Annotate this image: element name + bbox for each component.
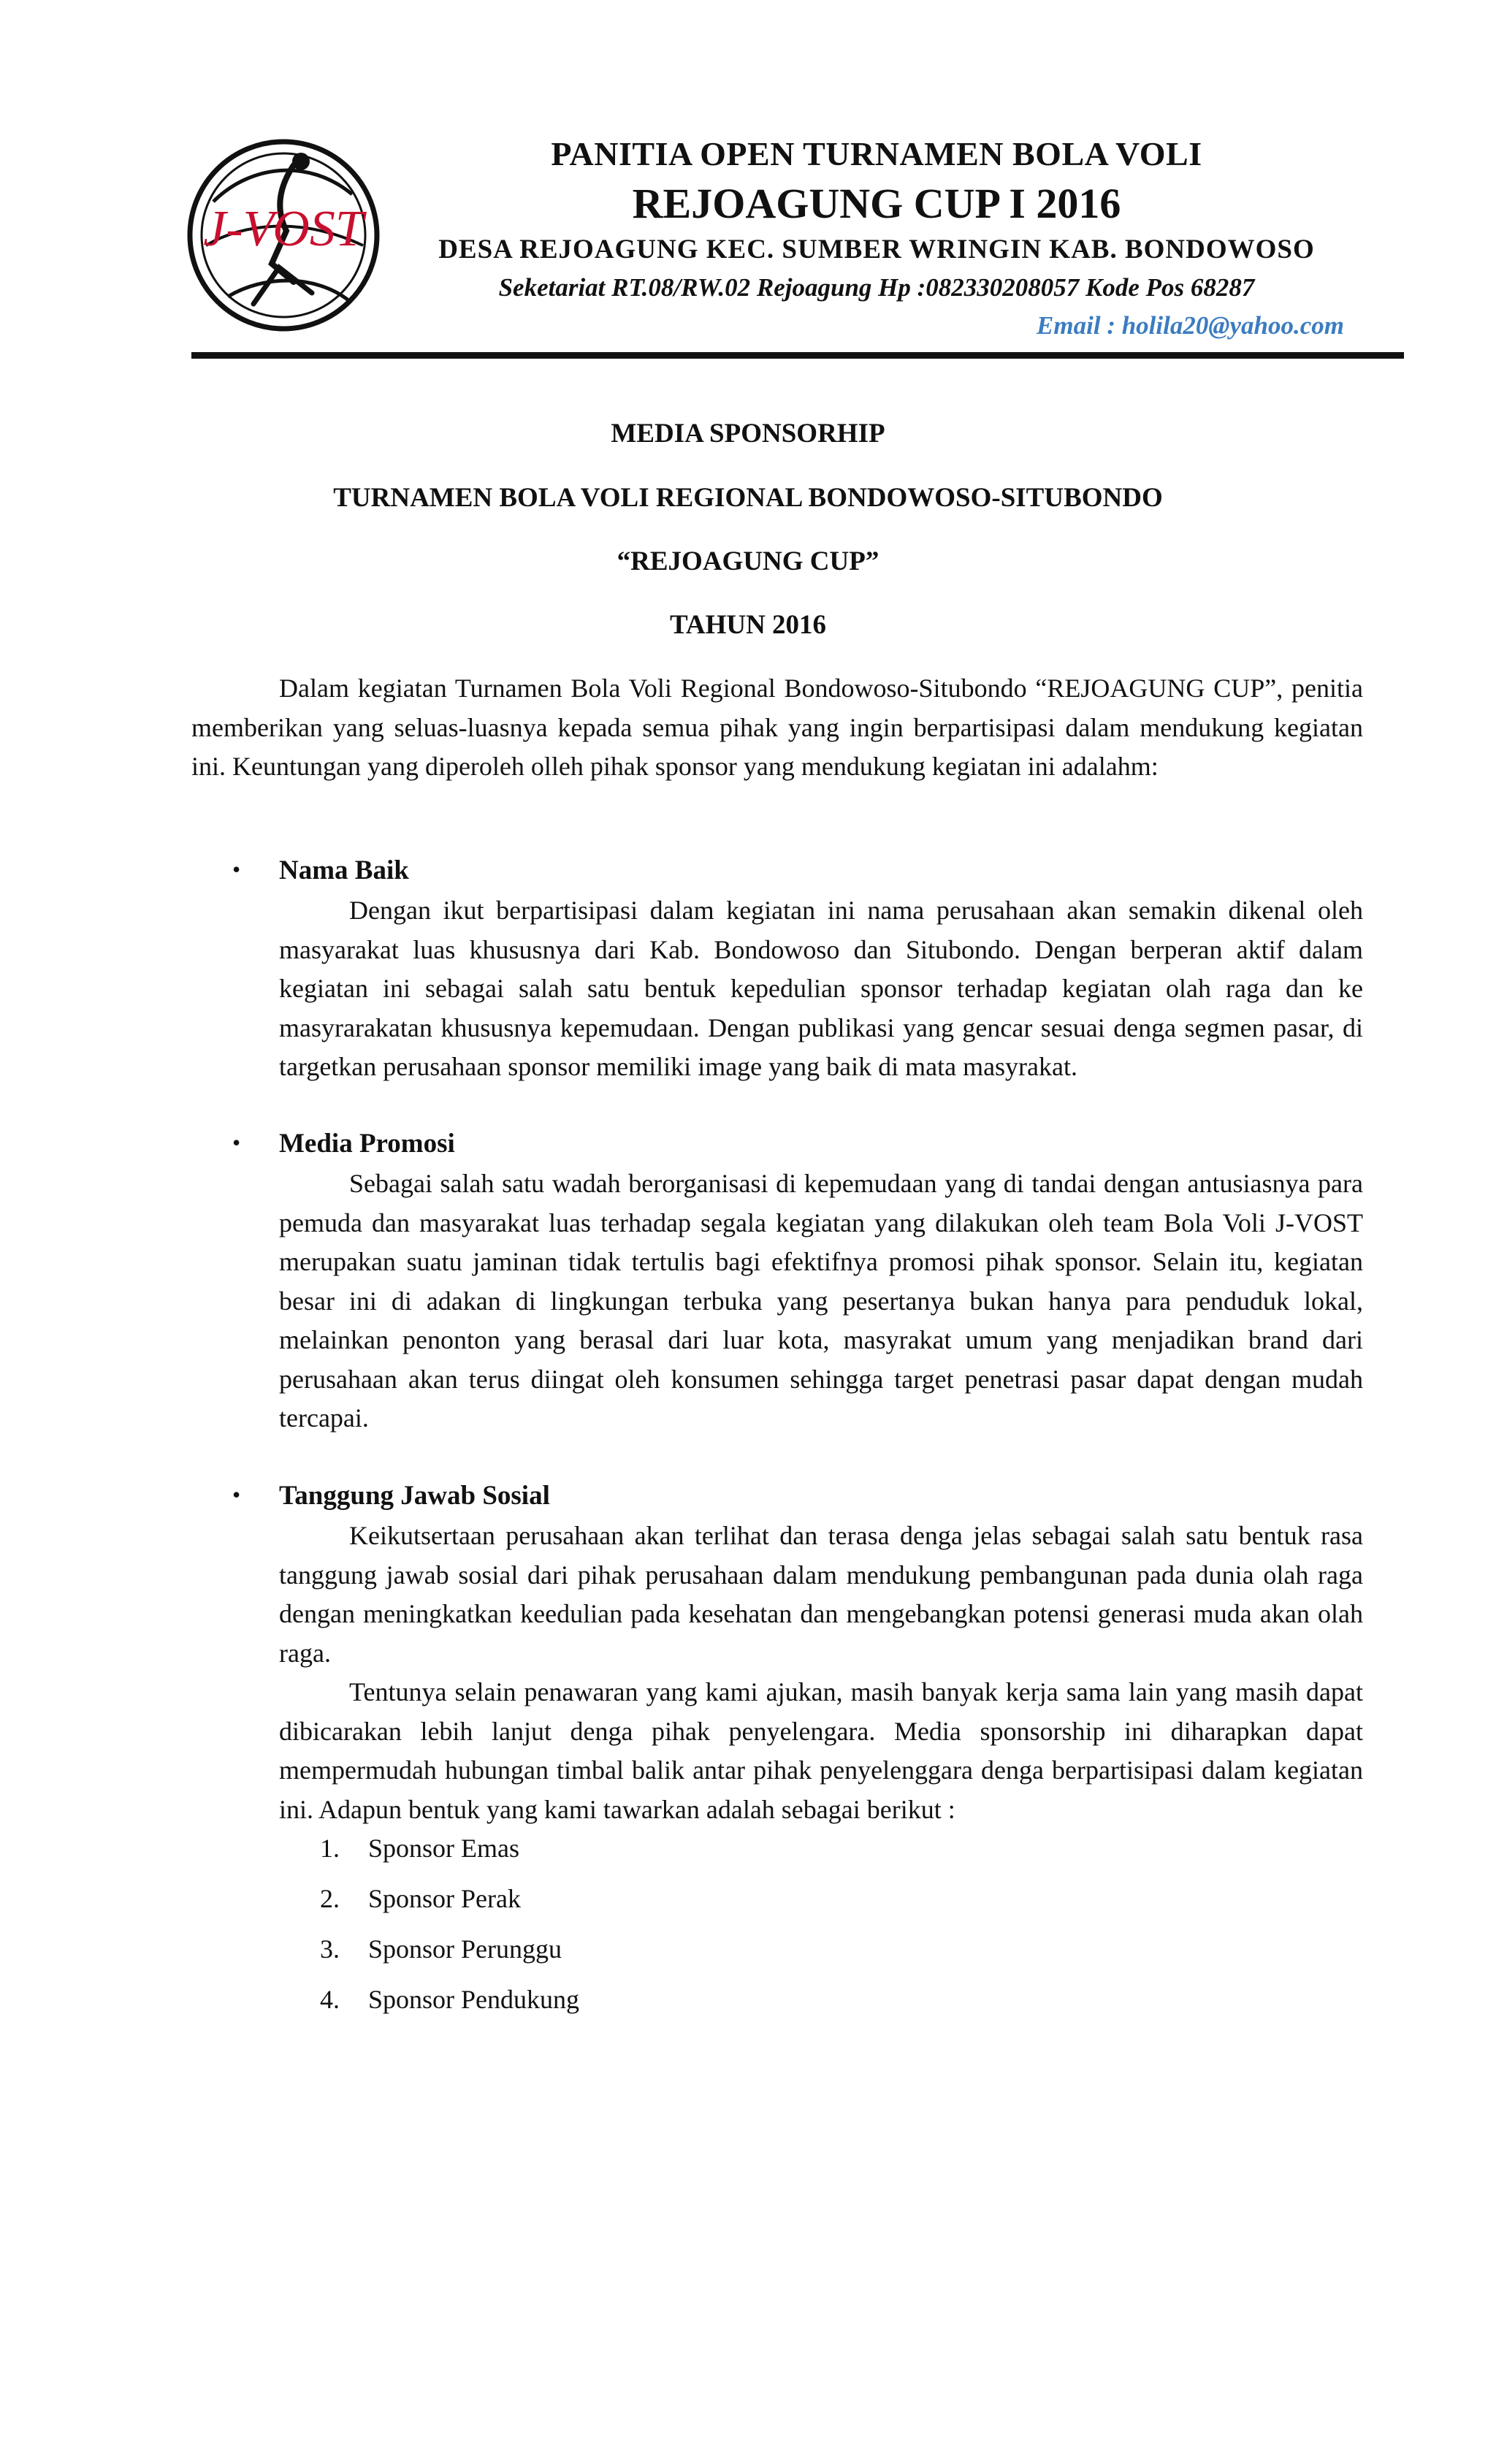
paragraph-nama-baik xyxy=(279,891,1363,1087)
volleyball-logo-icon xyxy=(184,136,383,335)
jvost-logo xyxy=(184,136,383,335)
text-nama-baik: Dengan ikut berpartisipasi dalam kegiatan ini nama perusahaan akan semakin dikenal oleh masyarakat luas khususnya dari Kab. Bondowoso dan Situbondo. Dengan berperan aktif dalam kegiatan ini sebagai salah satu bentuk kepedulian sponsor terhadap kegiatan olah raga dan ke masyrarakatan khususnya kepemudaan. Dengan publikasi yang gencar sesuai denga segmen pasar, di targetkan perusahaan sponsor memiliki image yang baik di mata masyrakat. xyxy=(279,896,1363,1081)
text-media-promosi: Sebagai salah satu wadah berorganisasi di kepemudaan yang di tandai dengan antusiasnya para pemuda dan masyarakat luas terhadap segala kegiatan yang dilakukan oleh team Bola Voli J-VOST merupakan suatu jaminan tidak tertulis bagi efektifnya promosi pihak sponsor. Selain itu, kegiatan besar ini di adakan di lingkungan terbuka yang pesertanya bukan hanya para penduduk lokal, melainkan penonton yang berasal dari luar kota, masyrakat umum yang menjadikan brand dari perusahaan akan terus diingat oleh konsumen sehingga target penetrasi pasar dapat dengan mudah tercapai. xyxy=(279,1169,1363,1433)
paragraph-penawaran xyxy=(279,1673,1363,1829)
doc-title: MEDIA SPONSORHIP xyxy=(611,419,885,449)
paragraph-tanggung-jawab xyxy=(279,1517,1363,1673)
list-label: Sponsor Perunggu xyxy=(368,1934,562,1964)
event-name: REJOAGUNG CUP I 2016 xyxy=(632,180,1121,227)
logo-text: J-VOST xyxy=(203,201,364,257)
text-tanggung-jawab: Keikutsertaan perusahaan akan terlihat dan terasa denga jelas sebagai salah satu bentuk rasa tanggung jawab sosial dari pihak perusahaan dalam mendukung pembangunan pada dunia olah raga dengan meningkatkan keedulian pada kesehatan dan mengebangkan potensi generasi muda akan olah raga. xyxy=(279,1521,1363,1668)
village-address: DESA REJOAGUNG KEC. SUMBER WRINGIN KAB. BONDOWOSO xyxy=(438,234,1315,264)
paragraph-media-promosi xyxy=(279,1164,1363,1438)
list-number: 3. xyxy=(320,1934,340,1964)
list-number: 2. xyxy=(320,1884,340,1913)
letterhead-divider xyxy=(191,352,1404,359)
list-item xyxy=(320,1924,579,1975)
email-address: Email : holila20@yahoo.com xyxy=(1037,311,1344,340)
list-label: Sponsor Emas xyxy=(368,1834,519,1863)
doc-subtitle: TURNAMEN BOLA VOLI REGIONAL BONDOWOSO-SITUBONDO xyxy=(333,483,1163,513)
doc-year: TAHUN 2016 xyxy=(669,610,827,640)
sponsor-list xyxy=(320,1823,579,2025)
list-label: Sponsor Perak xyxy=(368,1884,521,1913)
list-number: 4. xyxy=(320,1985,340,2014)
list-number: 1. xyxy=(320,1834,340,1863)
heading-nama-baik: Nama Baik xyxy=(279,855,409,885)
doc-event-title: “REJOAGUNG CUP” xyxy=(617,546,879,576)
list-item xyxy=(320,1975,579,2025)
intro-text: Dalam kegiatan Turnamen Bola Voli Regional Bondowoso-Situbondo “REJOAGUNG CUP”, penitia memberikan yang seluas-luasnya kepada semua pihak yang ingin berpartisipasi dalam mendukung kegiatan ini. Keuntungan yang diperoleh olleh pihak sponsor yang mendukung kegiatan ini adalahm: xyxy=(191,674,1363,781)
heading-media-promosi: Media Promosi xyxy=(279,1129,455,1159)
heading-tanggung-jawab: Tanggung Jawab Sosial xyxy=(279,1481,550,1511)
intro-paragraph xyxy=(191,669,1363,787)
list-item xyxy=(320,1874,579,1924)
secretariat-contact: Seketariat RT.08/RW.02 Rejoagung Hp :082330208057 Kode Pos 68287 xyxy=(498,273,1255,302)
text-penawaran: Tentunya selain penawaran yang kami ajukan, masih banyak kerja sama lain yang masih dapat dibicarakan lebih lanjut denga pihak penyelengara. Media sponsorship ini diharapkan dapat mempermudah hubungan timbal balik antar pihak penyelenggara denga berpartisipasi dalam kegiatan ini. Adapun bentuk yang kami tawarkan adalah sebagai berikut : xyxy=(279,1677,1363,1824)
bullet-media-promosi: • xyxy=(232,1129,241,1156)
bullet-tanggung-jawab: • xyxy=(232,1481,241,1508)
bullet-nama-baik: • xyxy=(232,856,241,882)
list-item xyxy=(320,1823,579,1874)
committee-name: PANITIA OPEN TURNAMEN BOLA VOLI xyxy=(551,135,1202,172)
list-label: Sponsor Pendukung xyxy=(368,1985,580,2014)
letterhead xyxy=(409,131,1344,345)
